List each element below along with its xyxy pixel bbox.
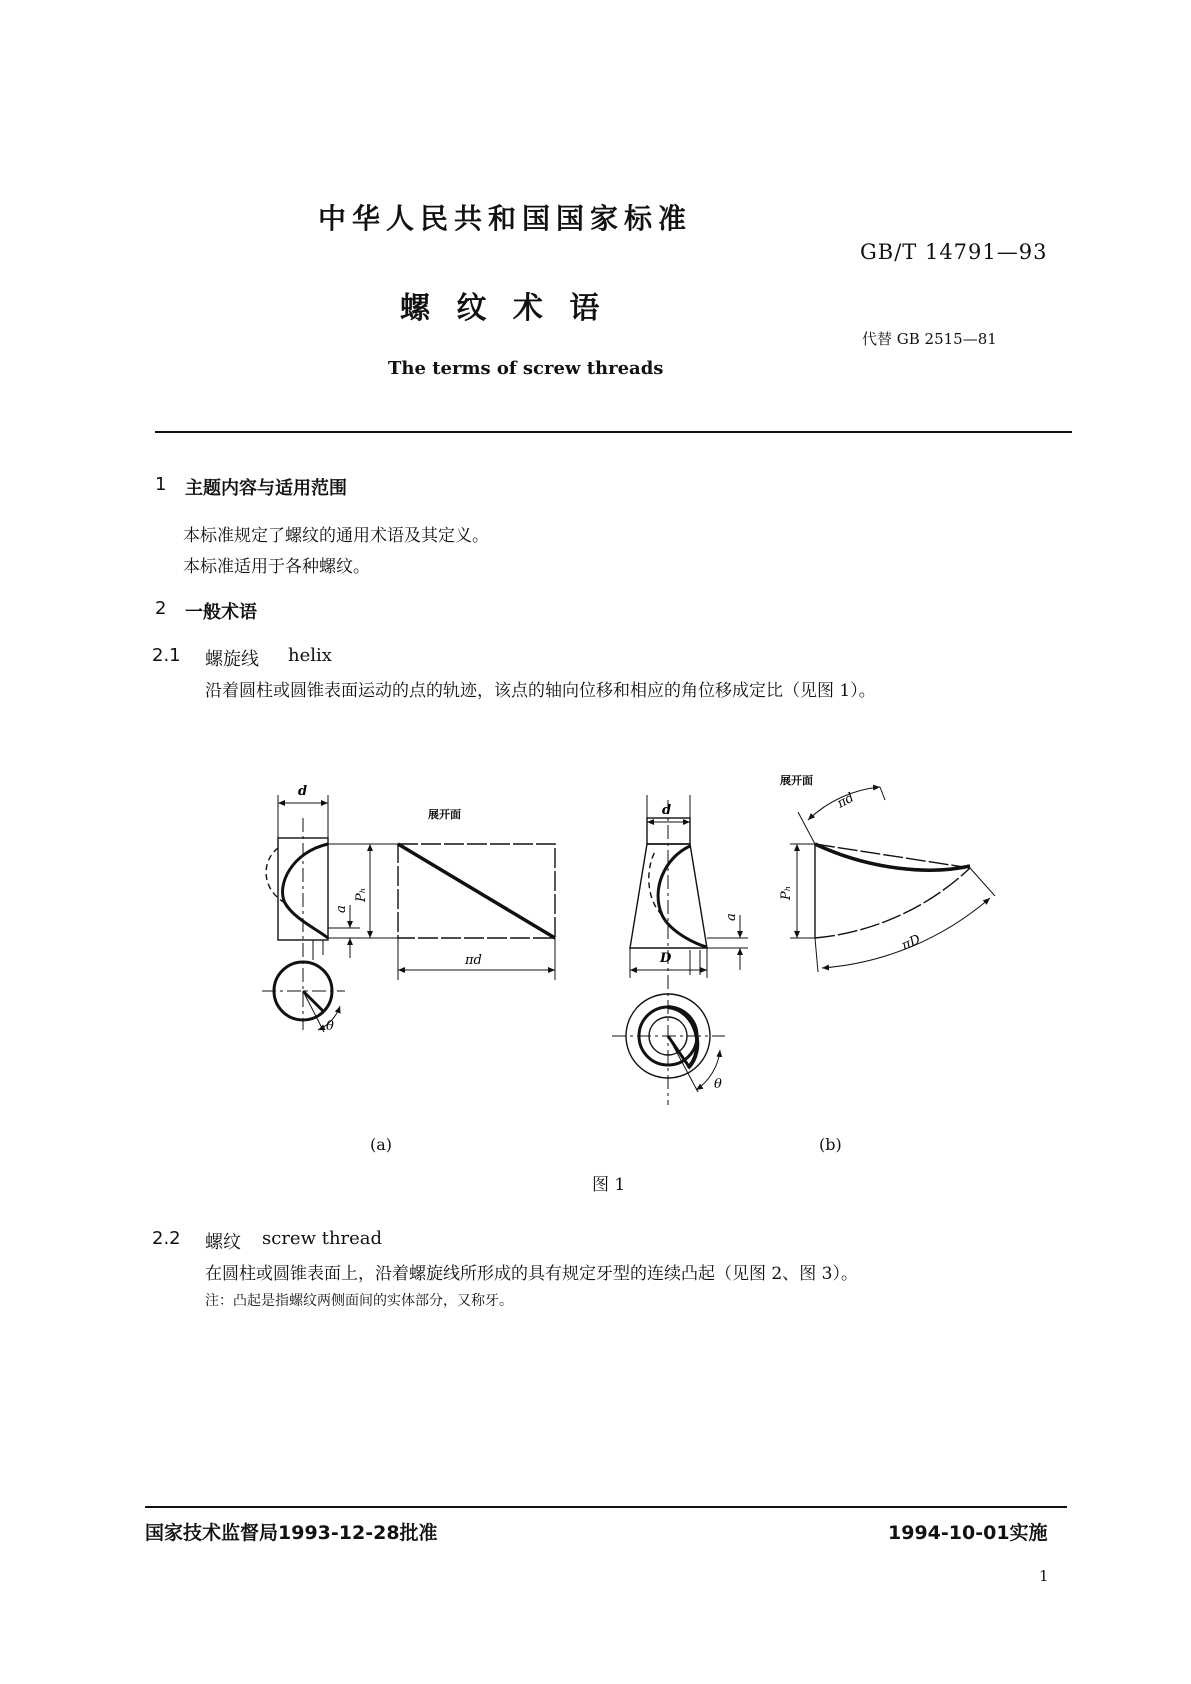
fig-b-label-ph: Pₕ [779, 885, 794, 900]
term-2-2-cn: 螺纹 [205, 1232, 241, 1253]
section-1-number: 1 [155, 474, 167, 495]
replaces-standard: 代替 GB 2515—81 [862, 330, 997, 348]
fig-a-label-pid: πd [465, 953, 482, 968]
document-title: 螺 纹 术 语 [400, 291, 608, 326]
fig-b-label-theta: θ [714, 1077, 722, 1092]
fig-a-label-a: a [334, 905, 349, 913]
figure-1b-cone [612, 795, 748, 1105]
fig-a-label-d: d [298, 784, 308, 799]
section-1-para-2: 本标准适用于各种螺纹。 [183, 557, 370, 577]
term-2-1-definition: 沿着圆柱或圆锥表面运动的点的轨迹，该点的轴向位移和相应的角位移成定比（见图 1）。 [205, 681, 876, 701]
page-number: 1 [1039, 1567, 1049, 1585]
fig-b-label-pid: πd [834, 790, 857, 812]
fig-b-label-a: a [724, 913, 739, 921]
fig-b-label-d: d [662, 803, 672, 818]
section-1-heading: 主题内容与适用范围 [185, 478, 347, 499]
fig-a-label-ph: Pₕ [354, 887, 369, 902]
standard-org-title: 中华人民共和国国家标准 [318, 202, 693, 235]
fig-b-label-piD: πD [899, 932, 923, 954]
term-2-1-en: helix [288, 645, 332, 666]
document-title-en: The terms of screw threads [388, 358, 664, 379]
term-2-2-note: 注：凸起是指螺纹两侧面间的实体部分，又称牙。 [205, 1293, 513, 1309]
term-2-1-cn: 螺旋线 [205, 649, 259, 670]
figure-1-caption: 图 1 [592, 1175, 626, 1195]
section-1-para-1: 本标准规定了螺纹的通用术语及其定义。 [183, 526, 489, 546]
figure-1a-cylinder [262, 795, 400, 1032]
section-2-heading: 一般术语 [185, 602, 257, 623]
term-2-2-number: 2.2 [152, 1228, 181, 1249]
approval-note: 国家技术监督局1993-12-28批准 [145, 1522, 438, 1544]
term-2-2-en: screw thread [262, 1228, 383, 1249]
standard-code: GB/T 14791—93 [860, 240, 1048, 264]
section-2-number: 2 [155, 598, 167, 619]
term-2-2-definition: 在圆柱或圆锥表面上，沿着螺旋线所形成的具有规定牙型的连续凸起（见图 2、图 3）。 [205, 1264, 858, 1284]
figure-1a-caption: (a) [370, 1135, 393, 1154]
fig-a-label-develop: 展开面 [428, 808, 461, 821]
footer-divider [145, 1506, 1067, 1508]
figure-1b-development [790, 787, 995, 972]
fig-b-label-develop: 展开面 [780, 774, 813, 787]
fig-a-label-theta: θ [326, 1019, 334, 1034]
figure-1b-caption: (b) [819, 1135, 842, 1154]
term-2-1-number: 2.1 [152, 645, 181, 666]
effective-date: 1994-10-01实施 [888, 1522, 1048, 1544]
fig-b-label-D: D [660, 951, 672, 966]
